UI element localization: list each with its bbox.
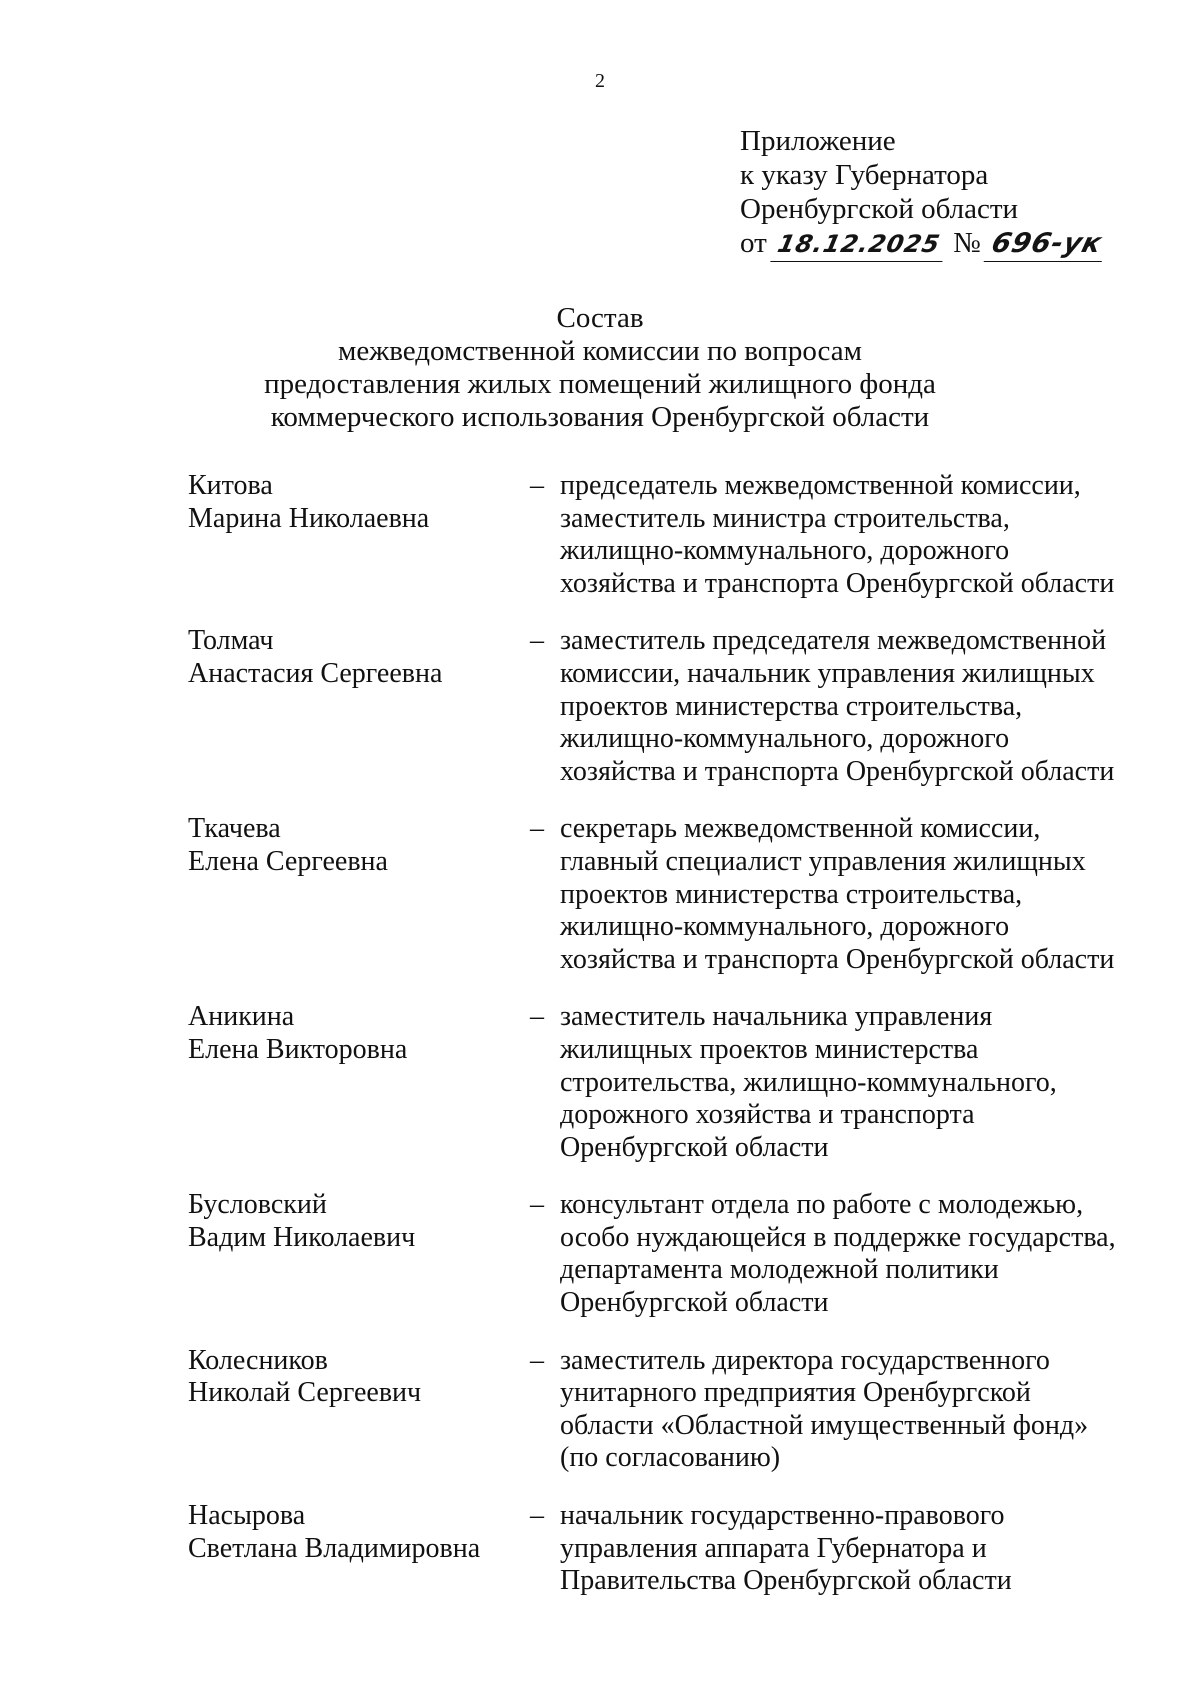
member-role: [560, 813, 1148, 976]
title-line: предоставления жилых помещений жилищного фонда: [264, 368, 936, 400]
member-surname: Бусловский: [188, 1189, 327, 1221]
member-role-line: секретарь межведомственной комиссии,: [560, 813, 1041, 845]
member-entry: [188, 1500, 1148, 1598]
member-given-name: Вадим Николаевич: [188, 1221, 416, 1253]
appendix-region: Оренбургской области: [740, 193, 1019, 225]
member-role-line: Правительства Оренбургской области: [560, 1565, 1012, 1597]
member-dash: –: [530, 1189, 544, 1221]
page-number: 2: [595, 70, 605, 92]
member-role-line: главный специалист управления жилищных: [560, 845, 1086, 877]
member-role-line: хозяйства и транспорта Оренбургской области: [560, 755, 1115, 787]
member-entry: [188, 625, 1148, 788]
member-given-name: Марина Николаевна: [188, 502, 430, 534]
member-role: [560, 1345, 1148, 1475]
member-role-line: строительства, жилищно-коммунального,: [560, 1066, 1057, 1098]
document-title: [0, 302, 1200, 434]
member-role: [560, 1001, 1148, 1164]
members-list: [188, 470, 1148, 1598]
member-role: [560, 1189, 1148, 1319]
member-role-line: проектов министерства строительства,: [560, 878, 1023, 910]
member-role-line: управления аппарата Губернатора и: [560, 1532, 987, 1564]
member-role-line: начальник государственно-правового: [560, 1500, 1005, 1532]
member-role-line: заместитель начальника управления: [560, 1001, 993, 1033]
number-prefix: №: [953, 227, 981, 259]
appendix-block: [740, 124, 1106, 262]
appendix-decree: к указу Губернатора: [740, 159, 989, 191]
member-surname: Толмач: [188, 625, 274, 657]
member-role-line: области «Областной имущественный фонд»: [560, 1409, 1089, 1441]
member-role-line: Оренбургской области: [560, 1131, 829, 1163]
member-name: [188, 1189, 530, 1319]
member-role-line: заместитель министра строительства,: [560, 502, 1010, 534]
member-role-line: проектов министерства строительства,: [560, 690, 1023, 722]
member-dash: –: [530, 470, 544, 501]
member-role-line: жилищных проектов министерства: [560, 1033, 979, 1065]
title-line: межведомственной комиссии по вопросам: [338, 335, 862, 367]
member-entry: [188, 813, 1148, 976]
member-role-line: председатель межведомственной комиссии,: [560, 470, 1081, 501]
member-name: [188, 470, 530, 600]
title-line: коммерческого использования Оренбургской области: [270, 401, 930, 433]
member-entry: [188, 470, 1148, 600]
member-role-line: унитарного предприятия Оренбургской: [560, 1377, 1031, 1409]
member-role-line: (по согласованию): [560, 1442, 781, 1474]
member-role-line: дорожного хозяйства и транспорта: [560, 1099, 975, 1131]
member-entry: [188, 1001, 1148, 1164]
member-name: [188, 1001, 530, 1164]
member-role-line: жилищно-коммунального, дорожного: [560, 723, 1010, 755]
member-surname: Аникина: [188, 1001, 295, 1033]
date-prefix: от: [740, 227, 767, 259]
member-entry: [188, 1189, 1148, 1319]
member-dash: –: [530, 1344, 544, 1376]
member-role-line: хозяйства и транспорта Оренбургской области: [560, 567, 1115, 599]
member-role: [560, 1500, 1148, 1598]
member-role: [560, 470, 1148, 600]
handwritten-number: 696-ук: [984, 227, 1110, 262]
member-given-name: Анастасия Сергеевна: [188, 657, 443, 689]
member-role-line: комиссии, начальник управления жилищных: [560, 657, 1095, 689]
title-line: Состав: [556, 302, 644, 334]
member-dash: –: [530, 813, 544, 845]
member-surname: Насырова: [188, 1500, 306, 1532]
member-dash: –: [530, 1001, 544, 1033]
member-dash: –: [530, 625, 544, 657]
member-given-name: Николай Сергеевич: [188, 1377, 422, 1409]
appendix-title: Приложение: [740, 125, 896, 157]
member-role-line: консультант отдела по работе с молодежью,: [560, 1189, 1084, 1221]
member-surname: Китова: [188, 470, 273, 501]
member-role-line: Оренбургской области: [560, 1287, 829, 1319]
handwritten-date: 18.12.2025: [770, 227, 949, 262]
member-dash: –: [530, 1500, 544, 1532]
member-role-line: жилищно-коммунального, дорожного: [560, 535, 1010, 567]
member-given-name: Елена Викторовна: [188, 1033, 408, 1065]
member-given-name: Елена Сергеевна: [188, 845, 388, 877]
member-role: [560, 625, 1148, 788]
member-role-line: департамента молодежной политики: [560, 1254, 999, 1286]
member-role-line: заместитель председателя межведомственной: [560, 625, 1107, 657]
member-name: [188, 1345, 530, 1475]
member-entry: [188, 1345, 1148, 1475]
member-name: [188, 813, 530, 976]
member-role-line: особо нуждающейся в поддержке государства,: [560, 1221, 1116, 1253]
member-given-name: Светлана Владимировна: [188, 1532, 481, 1564]
member-role-line: жилищно-коммунального, дорожного: [560, 911, 1010, 943]
member-role-line: хозяйства и транспорта Оренбургской области: [560, 943, 1115, 975]
member-role-line: заместитель директора государственного: [560, 1344, 1050, 1376]
member-name: [188, 625, 530, 788]
member-surname: Колесников: [188, 1344, 328, 1376]
member-surname: Ткачева: [188, 813, 281, 845]
member-name: [188, 1500, 530, 1598]
appendix-date-number: [740, 226, 1106, 262]
